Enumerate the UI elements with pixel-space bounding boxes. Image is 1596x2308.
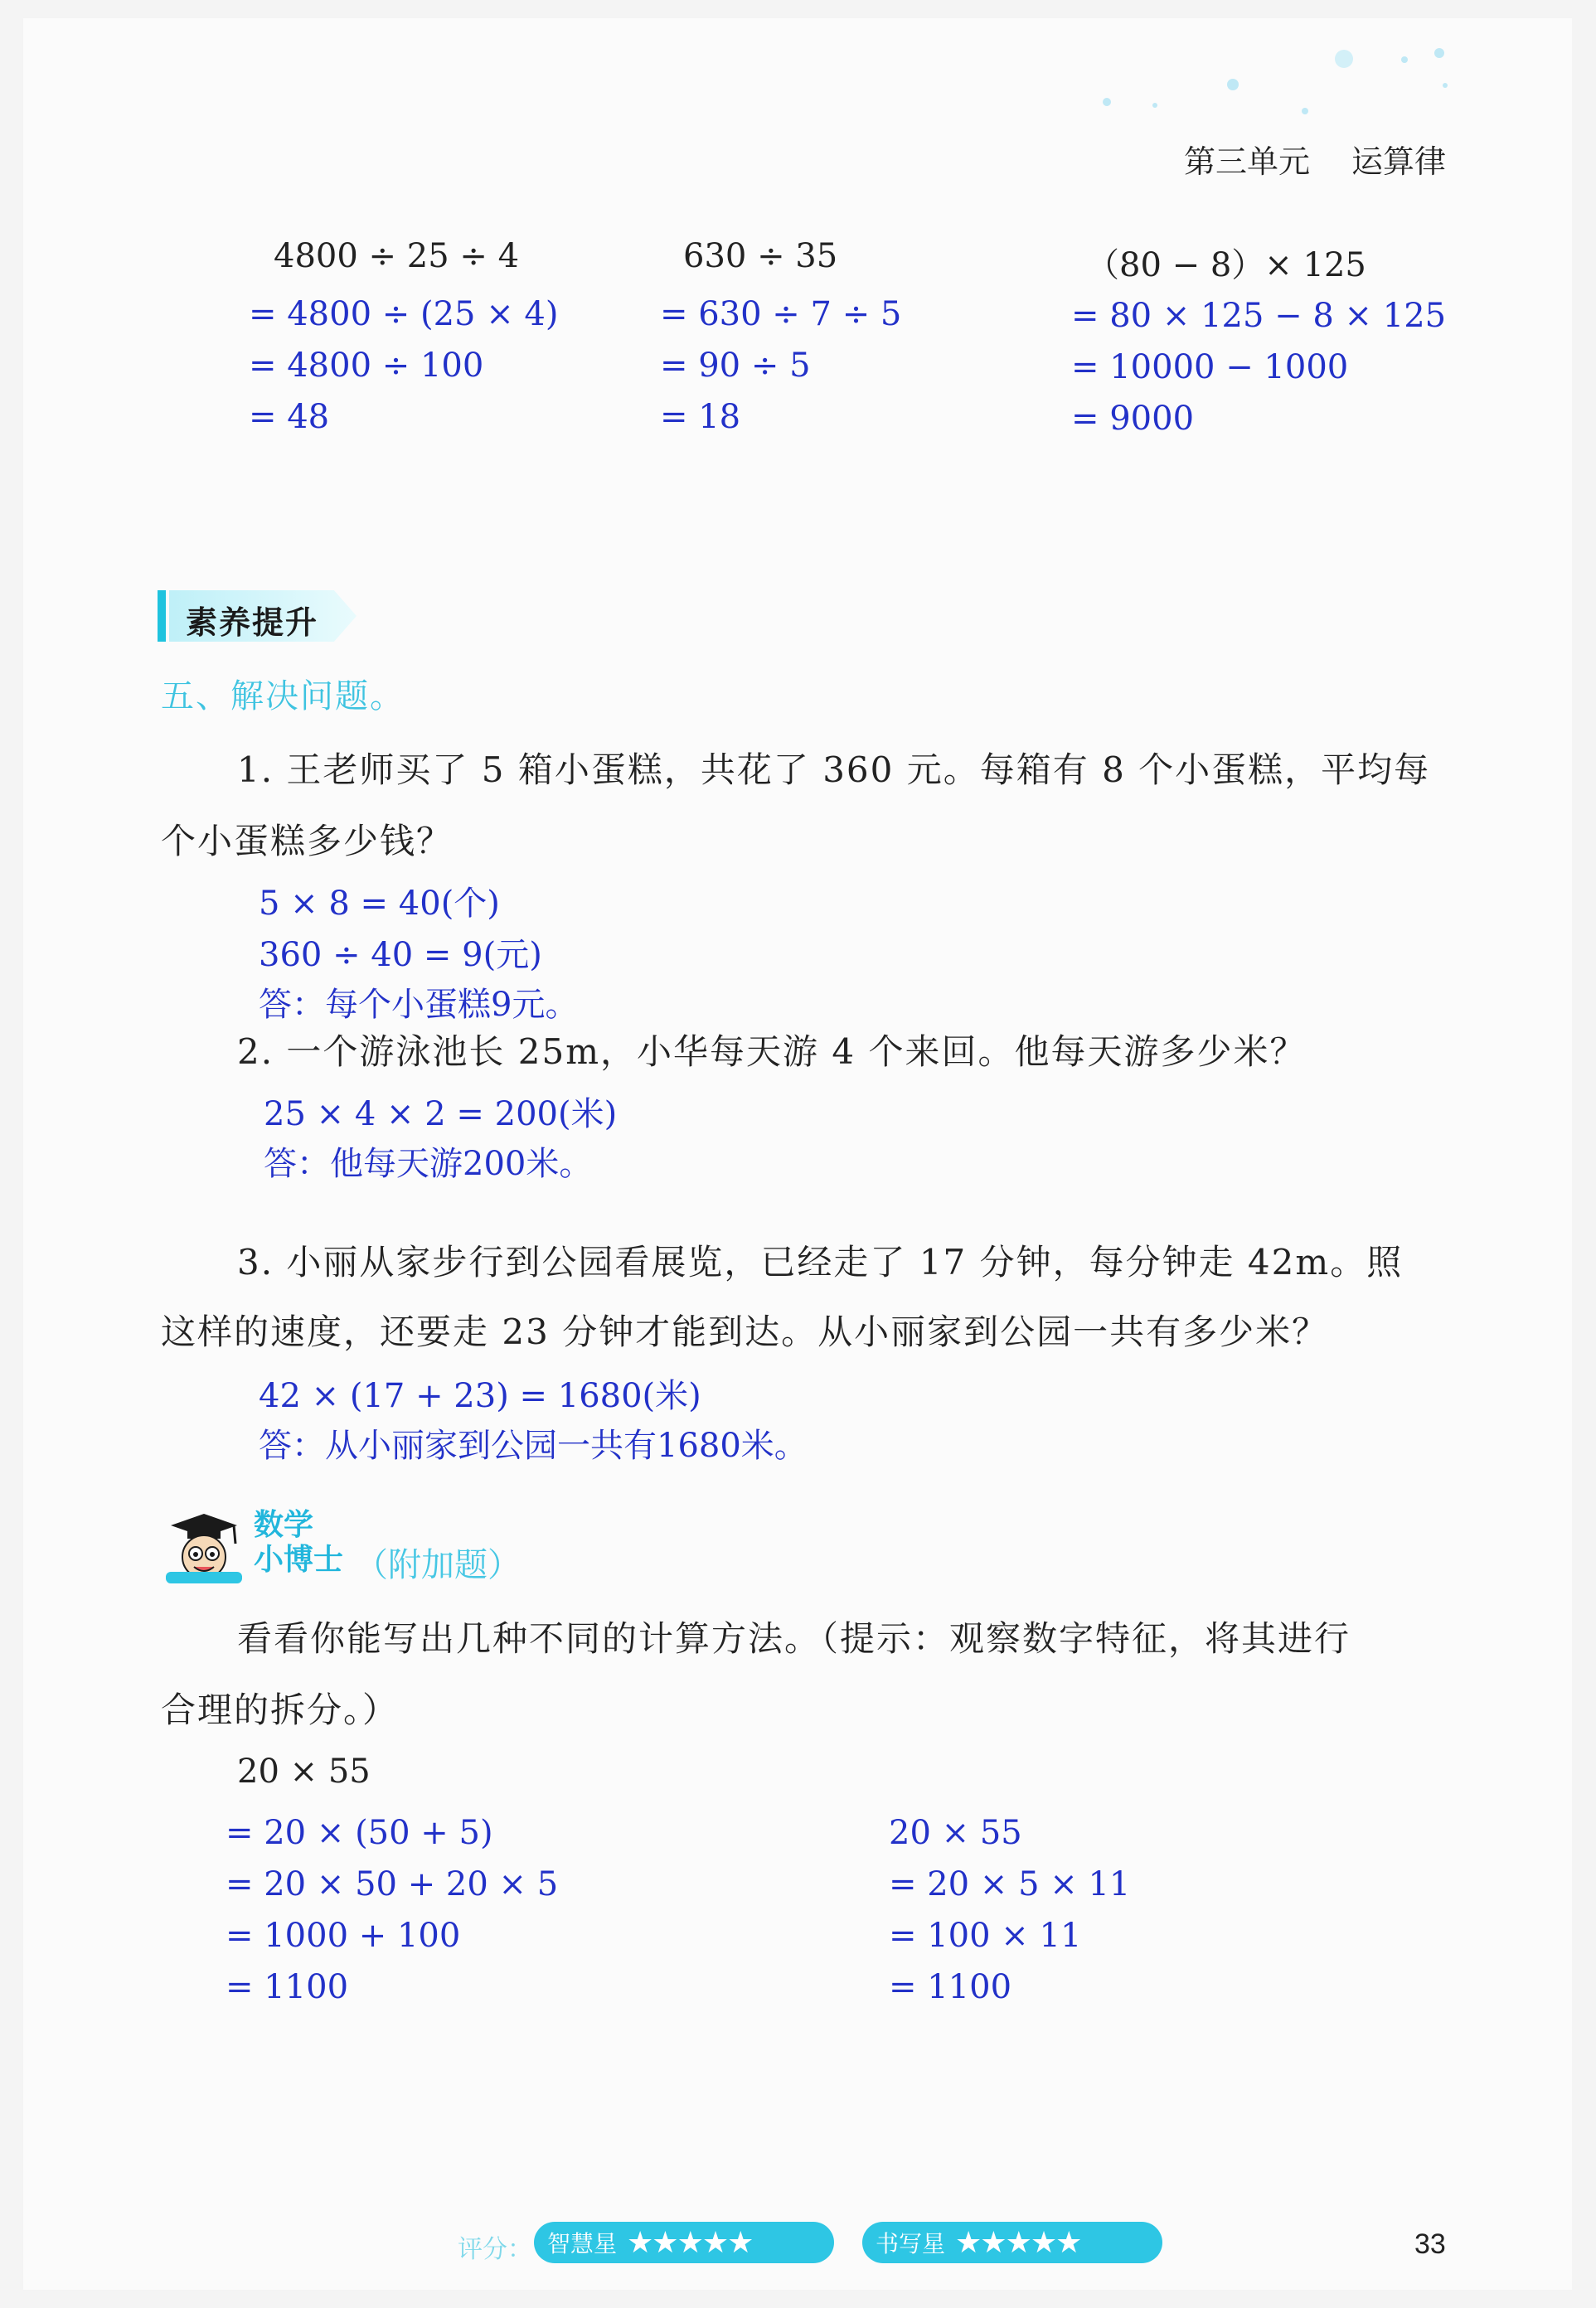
- writing-star-icons[interactable]: ★★★★★: [955, 2225, 1081, 2260]
- unit-title: 运算律: [1351, 143, 1447, 180]
- problem-2-answer: 答：他每天游200米。: [264, 1145, 593, 1183]
- problem-1-text: 1. 王老师买了 5 箱小蛋糕，共花了 360 元。每箱有 8 个小蛋糕，平均每: [237, 749, 1431, 790]
- expr-2-question: 630 ÷ 35: [683, 237, 838, 275]
- page-number: 33: [1414, 2228, 1446, 2260]
- wisdom-star-icons[interactable]: ★★★★★: [627, 2225, 753, 2260]
- expr-2-step1: = 630 ÷ 7 ÷ 5: [660, 295, 902, 333]
- bonus-text: 看看你能写出几种不同的计算方法。（提示：观察数字特征，将其进行: [237, 1618, 1351, 1659]
- expr-3-step1: = 80 × 125 − 8 × 125: [1071, 297, 1447, 335]
- math-doctor-title-line2: 小博士: [254, 1543, 344, 1577]
- problem-3-step1: 42 × (17 + 23) = 1680(米): [259, 1377, 701, 1415]
- expr-1-step1: = 4800 ÷ (25 × 4): [249, 295, 559, 333]
- problem-3-answer: 答：从小丽家到公园一共有1680米。: [259, 1427, 808, 1465]
- bonus-left-step3: = 1000 + 100: [226, 1917, 461, 1955]
- bonus-left-step1: = 20 × (50 + 5): [226, 1814, 493, 1852]
- expr-1-step2: = 4800 ÷ 100: [249, 347, 484, 385]
- bonus-text-cont: 合理的拆分。）: [161, 1690, 400, 1730]
- math-doctor-mascot-icon: [163, 1510, 245, 1585]
- expr-1-result: = 48: [249, 398, 330, 436]
- problem-1-step2: 360 ÷ 40 = 9(元): [259, 936, 542, 974]
- bonus-right-step2: = 20 × 5 × 11: [889, 1865, 1131, 1903]
- bonus-left-result: = 1100: [226, 1968, 349, 2006]
- bonus-right-result: = 1100: [889, 1968, 1012, 2006]
- problem-3-text-cont: 这样的速度，还要走 23 分钟才能到达。从小丽家到公园一共有多少米？: [161, 1312, 1329, 1352]
- bonus-label: （附加题）: [355, 1546, 521, 1584]
- expr-1-question: 4800 ÷ 25 ÷ 4: [274, 237, 520, 275]
- section-title: 五、解决问题。: [161, 677, 405, 715]
- expr-3-result: = 9000: [1071, 400, 1195, 438]
- section-badge-label: 素养提升: [186, 604, 319, 641]
- bonus-right-step1: 20 × 55: [889, 1814, 1022, 1852]
- bonus-left-step2: = 20 × 50 + 20 × 5: [226, 1865, 559, 1903]
- rating-label: 评分：: [458, 2235, 532, 2264]
- problem-1-answer: 答：每个小蛋糕9元。: [259, 986, 579, 1024]
- expr-3-step2: = 10000 − 1000: [1071, 348, 1349, 386]
- expr-3-question: （80 − 8）× 125: [1086, 246, 1366, 284]
- math-doctor-title-line1: 数学: [254, 1508, 314, 1542]
- wisdom-star-rating[interactable]: [534, 2222, 834, 2263]
- expr-2-result: = 18: [660, 398, 741, 436]
- writing-star-rating[interactable]: [862, 2222, 1162, 2263]
- expr-2-step2: = 90 ÷ 5: [660, 347, 811, 385]
- unit-label: 第三单元: [1184, 143, 1311, 180]
- problem-2-text: 2. 一个游泳池长 25m，小华每天游 4 个来回。他每天游多少米？: [237, 1031, 1307, 1072]
- section-badge: [158, 590, 357, 642]
- problem-3-text: 3. 小丽从家步行到公园看展览，已经走了 17 分钟，每分钟走 42m。照: [237, 1242, 1404, 1282]
- bonus-right-step3: = 100 × 11: [889, 1917, 1082, 1955]
- problem-2-step1: 25 × 4 × 2 = 200(米): [264, 1095, 618, 1133]
- problem-1-step1: 5 × 8 = 40(个): [259, 885, 500, 923]
- writing-star-label: 书写星: [876, 2230, 946, 2257]
- problem-1-text-cont: 个小蛋糕多少钱？: [161, 821, 454, 861]
- wisdom-star-label: 智慧星: [547, 2230, 618, 2257]
- bonus-expression: 20 × 55: [237, 1753, 371, 1791]
